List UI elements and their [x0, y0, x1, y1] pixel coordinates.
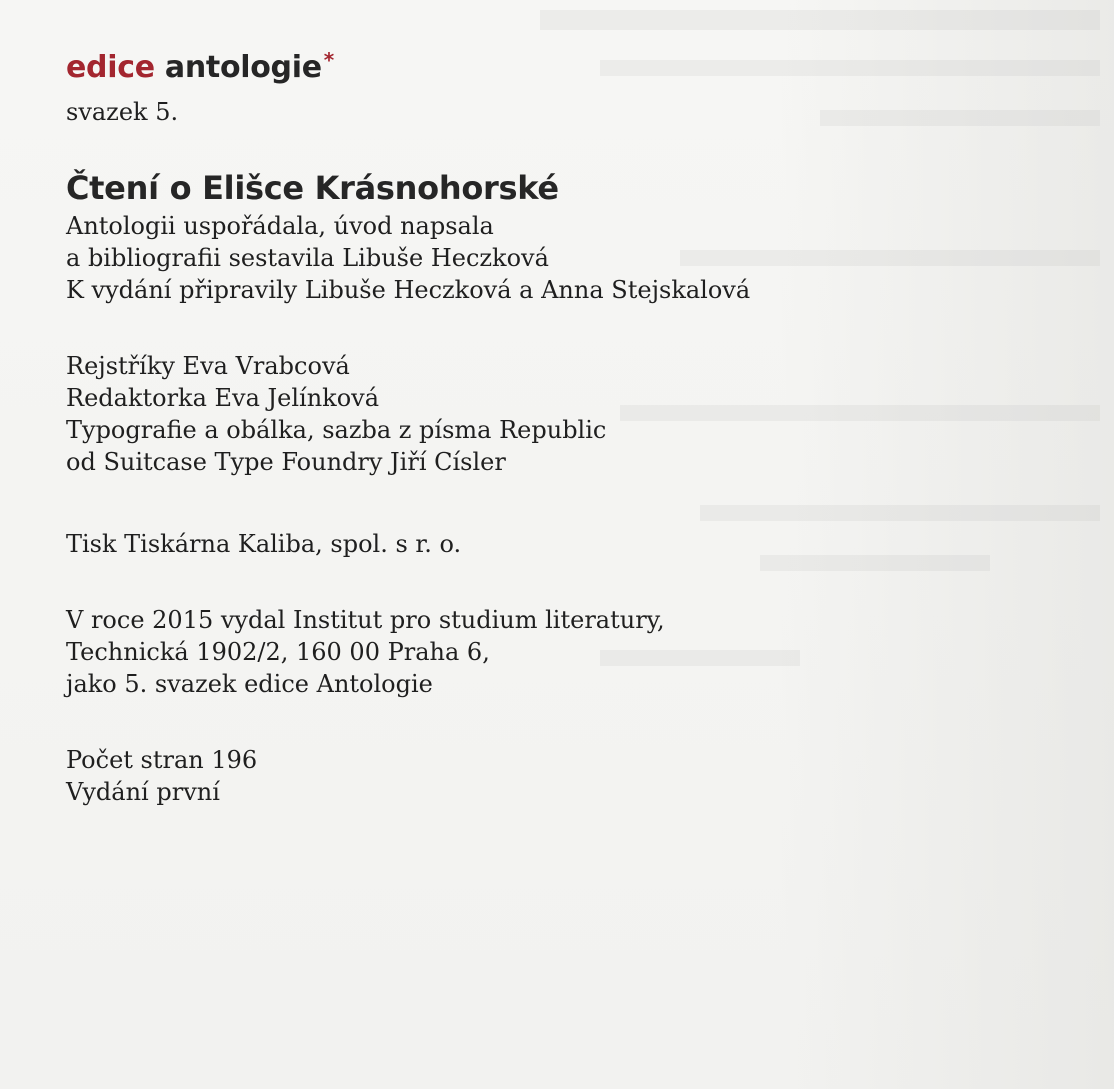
staff-line: Redaktorka Eva Jelínková [66, 384, 380, 412]
show-through-texture [540, 10, 1100, 30]
series-name [66, 40, 1066, 88]
series-name-part2: antologie [164, 50, 322, 85]
publisher-block [66, 604, 1066, 700]
page-count: Počet stran 196 [66, 746, 258, 774]
publisher-line: Technická 1902/2, 160 00 Praha 6, [66, 638, 490, 666]
edition: Vydání první [66, 778, 220, 806]
details-block [66, 744, 1066, 808]
title-block [66, 168, 1066, 306]
credit-line: Antologii uspořádala, úvod napsala [66, 212, 494, 240]
publisher-line: V roce 2015 vydal Institut pro studium literatury, [66, 606, 665, 634]
publisher-line: jako 5. svazek edice Antologie [66, 670, 433, 698]
print-block [66, 528, 1066, 560]
series-asterisk: * [323, 48, 334, 72]
series-name-part1: edice [66, 50, 155, 85]
series-block [66, 40, 1066, 128]
printer-line: Tisk Tiskárna Kaliba, spol. s r. o. [66, 530, 462, 558]
staff-line: od Suitcase Type Foundry Jiří Císler [66, 448, 506, 476]
credit-line: K vydání připravily Libuše Heczková a Anna Stejskalová [66, 276, 751, 304]
colophon [66, 40, 1066, 808]
volume-number: svazek 5. [66, 98, 179, 126]
staff-line: Rejstříky Eva Vrabcová [66, 352, 350, 380]
staff-line: Typografie a obálka, sazba z písma Republic [66, 416, 607, 444]
staff-block [66, 350, 1066, 478]
book-title: Čtení o Elišce Krásnohorské [66, 169, 559, 207]
credit-line: a bibliografii sestavila Libuše Heczková [66, 244, 549, 272]
